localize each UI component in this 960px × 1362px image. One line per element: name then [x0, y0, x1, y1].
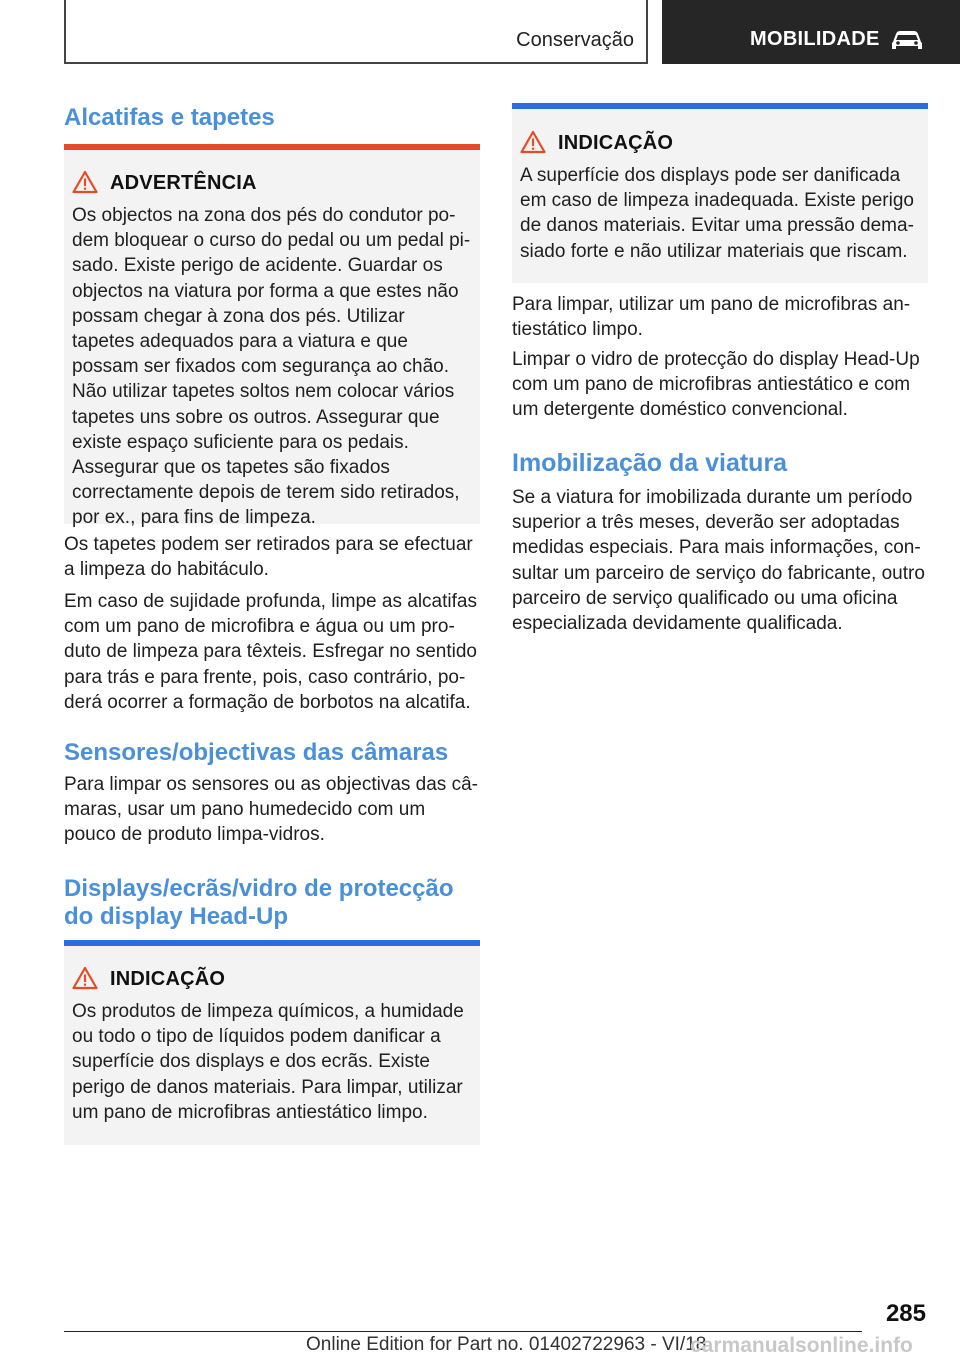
warning-text: Os objectos na zona dos pés do condutor podem bloquear o curso do pedal ou um pedal pisado. Existe perigo de acidente. Guardar os objectos na viatura por forma a que estes não possam chegar à zona dos pés. Utilizar tapetes adequados para a viatura e que possam ser fixados com segurança ao chão. Não utilizar tapetes soltos nem colocar vários tapetes uns sobre os outros. Assegurar que existe espaço suficiente para os pedais. Assegurar que os tapetes são fixados correctamente depois de terem sido retirados, por ex., para fins de limpeza.: [72, 205, 471, 529]
heading-imobilizacao: Imobilização da viatura: [512, 449, 788, 477]
page-number: 285: [885, 1300, 926, 1327]
note-text: Os produtos de limpeza químicos, a humidade ou todo o tipo de líquidos podem danificar a superfície dos displays e dos ecrãs. Existe perigo de danos materiais. Para limpar, utilizar um pano de microfibras antiestático limpo.: [72, 1001, 464, 1123]
paragraph-vidro: Limpar o vidro de protecção do display Head-Up com um pano de microfibras antiestático e com um detergente doméstico convencional.: [512, 349, 920, 421]
car-icon: [890, 28, 924, 52]
note-title: INDICAÇÃO: [110, 968, 226, 990]
paragraph-sensores: Para limpar os sensores ou as objectivas das câmaras, usar um pano humedecido com um pouco de produto limpa-vidros.: [64, 774, 478, 846]
paragraph-imobilizacao: Se a viatura for imobilizada durante um período superior a três meses, deverão ser adoptadas medidas especiais. Para mais informações, consultar um parceiro de serviço do fabricante, outro parceiro de serviço qualificado ou uma oficina especializada devidamente qualificada.: [512, 487, 925, 635]
heading-alcatifas: Alcatifas e tapetes: [64, 104, 275, 131]
note-title: INDICAÇÃO: [558, 132, 674, 154]
paragraph-sujidade: Em caso de sujidade profunda, limpe as alcatifas com um pano de microfibra e água ou um produto de limpeza para têxteis. Esfregar no sentido para trás e para frente, pois, caso contrário, poderá ocorrer a formação de borbotos na alcatifa.: [64, 591, 477, 713]
warning-bar: [64, 144, 480, 150]
header-chapter-title: MOBILIDADE: [750, 28, 880, 50]
footer-edition: Online Edition for Part no. 01402722963 - VI/18: [306, 1334, 707, 1355]
heading-displays: Displays/ecrãs/vidro de protecção do display Head-Up: [64, 875, 454, 930]
warning-box: [64, 144, 480, 529]
footer-divider: [64, 1331, 862, 1332]
note-box-right: [512, 103, 928, 283]
watermark-text: carmanualsonline.info: [690, 1334, 913, 1357]
warning-title: ADVERTÊNCIA: [110, 172, 257, 194]
warning-triangle-icon: [72, 170, 98, 194]
note-bar: [512, 103, 928, 109]
paragraph-tapetes: Os tapetes podem ser retirados para se efectuar a limpeza do habitáculo.: [64, 534, 473, 581]
paragraph-limpar: Para limpar, utilizar um pano de microfibras antiestático limpo.: [512, 294, 911, 341]
note-text: A superfície dos displays pode ser danificada em caso de limpeza inadequada. Existe perigo de danos materiais. Evitar uma pressão demasiado forte e não utilizar materiais que riscam.: [520, 165, 914, 262]
note-box-left: [64, 940, 480, 1145]
warning-triangle-icon: [520, 130, 546, 154]
header-chapter-tab[interactable]: [662, 0, 960, 64]
note-bar: [64, 940, 480, 946]
warning-triangle-icon: [72, 966, 98, 990]
header-section-box: [64, 0, 648, 64]
heading-sensores: Sensores/objectivas das câmaras: [64, 739, 449, 766]
header-section-title: Conservação: [516, 29, 634, 51]
